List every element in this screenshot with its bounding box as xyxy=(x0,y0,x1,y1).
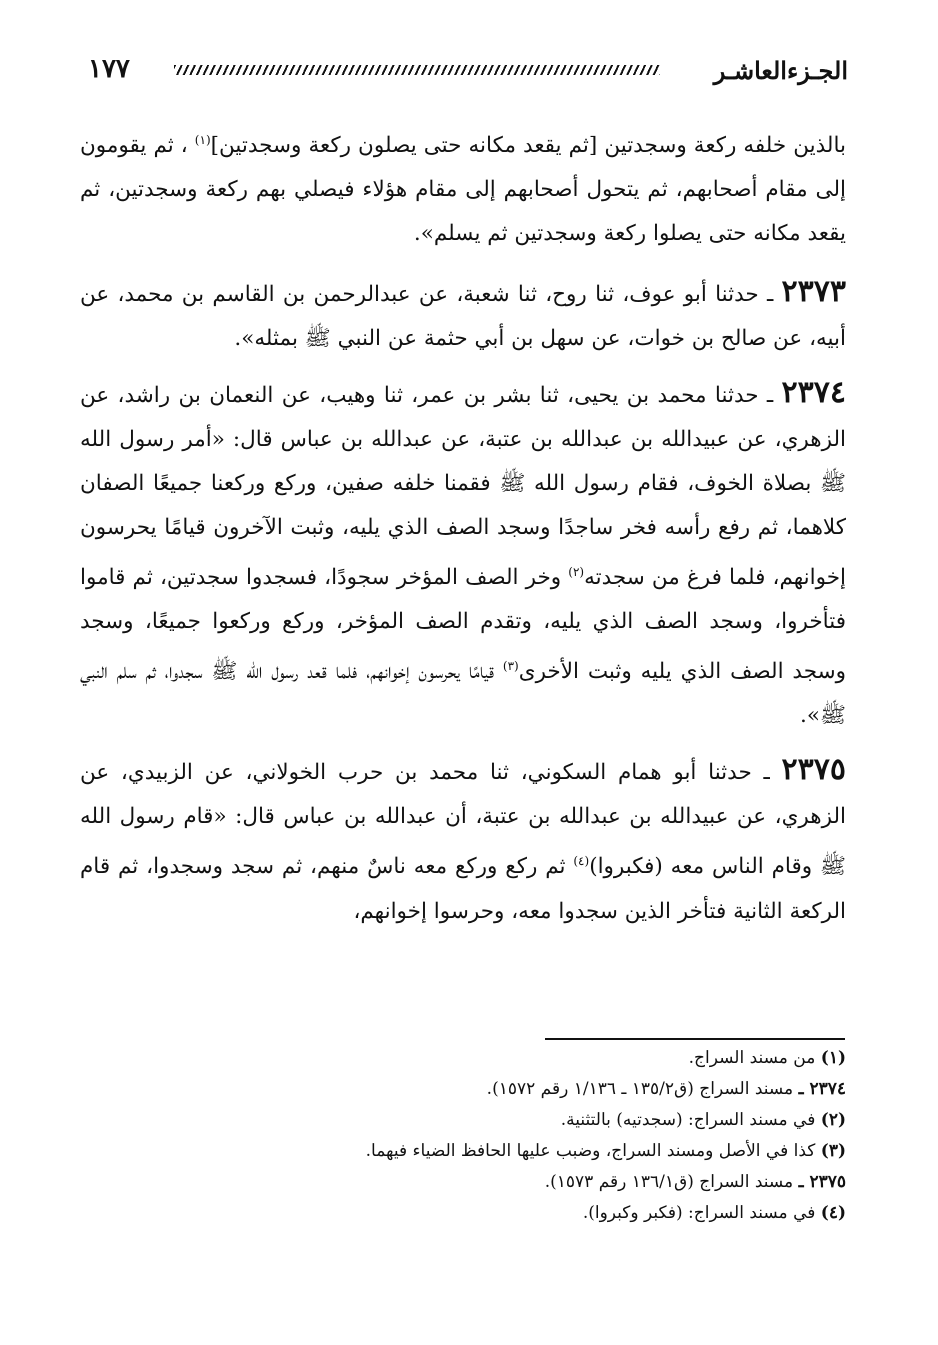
page-header xyxy=(88,52,848,96)
hadith-number: ٢٣٧٣ xyxy=(781,274,846,310)
footnote-mark: ٢٣٧٥ ـ xyxy=(798,1172,846,1192)
footnote xyxy=(80,1167,846,1198)
hadith-text: ـ حدثنا أبو همام السكوني، ثنا محمد بن حرب الخولاني، عن الزبيدي، عن الزهري، عن عبيدالله بن عبدالله بن عتبة، أن عبدالله بن عباس قال: «قام رسول الله ﷺ وقام الناس معه (فكبروا) xyxy=(80,760,846,880)
hadith-text: وخر الصف المؤخر سجودًا، فسجدوا سجدتين، ثم قاموا فتأخروا، وسجد الصف الذي يليه، وتقدم الصف المؤخر، وركع وركعوا جميعًا، وسجد وسجد الصف الذي يليه وثبت الأخرى xyxy=(80,565,846,685)
hadith-text: ثم ركع وركع معه ناسٌ منهم، ثم سجد وسجدوا، ثم قام الركعة الثانية فتأخر الذين سجدوا معه، وحرسوا إخوانهم، xyxy=(80,854,846,924)
footnote-mark: (٣) xyxy=(820,1141,846,1161)
header-rule xyxy=(174,65,660,75)
footnote-text: مسند السراج (ق١٣٦/١ رقم ١٥٧٣). xyxy=(544,1172,794,1192)
footnote-mark: ٢٣٧٤ ـ xyxy=(798,1079,846,1099)
footnote-mark: (١) xyxy=(820,1048,846,1068)
footnote-text: كذا في الأصل ومسند السراج، وضبب عليها الحافظ الضياء فيهما. xyxy=(365,1141,816,1161)
footnote xyxy=(80,1074,846,1105)
footnote-ref-3: (٣) xyxy=(502,659,519,674)
footnote-mark: (٢) xyxy=(820,1110,846,1130)
footnote-ref-1: (١) xyxy=(194,133,211,147)
main-text xyxy=(80,118,846,944)
hadith-2374 xyxy=(80,371,846,738)
continuation-text: بالذين خلفه ركعة وسجدتين [ثم يقعد مكانه حتى يصلون ركعة وسجدتين] xyxy=(210,133,846,159)
footnote-text: في مسند السراج: (سجدتيه) بالتثنية. xyxy=(560,1110,816,1130)
continuation-paragraph xyxy=(80,118,846,256)
footnote xyxy=(80,1043,846,1074)
hadith-text: ـ حدثنا أبو عوف، ثنا روح، ثنا شعبة، عن عبدالرحمن بن القاسم بن محمد، عن أبيه، عن صالح بن خوات، عن سهل بن أبي حثمة عن النبي ﷺ بمثله». xyxy=(80,282,846,352)
footnote-text: مسند السراج (ق١٣٥/٢ ـ ١/١٣٦ رقم ١٥٧٢). xyxy=(486,1079,794,1099)
footnote-divider xyxy=(545,1038,845,1040)
footnote-mark: (٤) xyxy=(820,1203,846,1223)
hadith-number: ٢٣٧٥ xyxy=(781,752,846,788)
hadith-2373 xyxy=(80,270,846,361)
footnote-text: في مسند السراج: (فكبر وكبروا). xyxy=(582,1203,816,1223)
footnote xyxy=(80,1198,846,1229)
footnotes xyxy=(80,1043,846,1229)
hadith-number: ٢٣٧٤ xyxy=(781,375,846,411)
page-number: ١٧٧ xyxy=(88,54,130,84)
footnote-ref-4: (٤) xyxy=(573,854,590,869)
part-title: الجـزءالعاشـر xyxy=(713,56,848,85)
footnote-ref-2: (٢) xyxy=(568,565,585,580)
hadith-text: قيامًا يحرسون إخوانهم، فلما قعد رسول الله ﷺ سجدوا، ثم سلم النبي ﷺ». xyxy=(80,659,846,729)
footnote xyxy=(80,1105,846,1136)
hadith-2375 xyxy=(80,748,846,933)
continuation-text-rest: ، ثم يقومون إلى مقام أصحابهم، ثم يتحول أصحابهم إلى مقام هؤلاء فيصلي بهم ركعة وسجدتين، ثم يقعد مكانه حتى يصلوا ركعة وسجدتين ثم يسلم». xyxy=(80,133,846,247)
footnote-text: من مسند السراج. xyxy=(688,1048,816,1068)
hadith-text: ـ حدثنا محمد بن يحيى، ثنا بشر بن عمر، ثنا وهيب، عن النعمان بن راشد، عن الزهري، عن عبيدالله بن عبدالله بن عتبة، عن عبدالله بن عباس قال: «أمر رسول الله ﷺ بصلاة الخوف، فقام رسول الله ﷺ فقمنا خلفه صفين، وركع وركعنا جميعًا الصفان كلاهما، ثم رفع رأسه فخر ساجدًا وسجد الصف الذي يليه، وثبت الآخرون قيامًا يحرسون إخوانهم، فلما فرغ من سجدته xyxy=(80,383,846,591)
footnote xyxy=(80,1136,846,1167)
